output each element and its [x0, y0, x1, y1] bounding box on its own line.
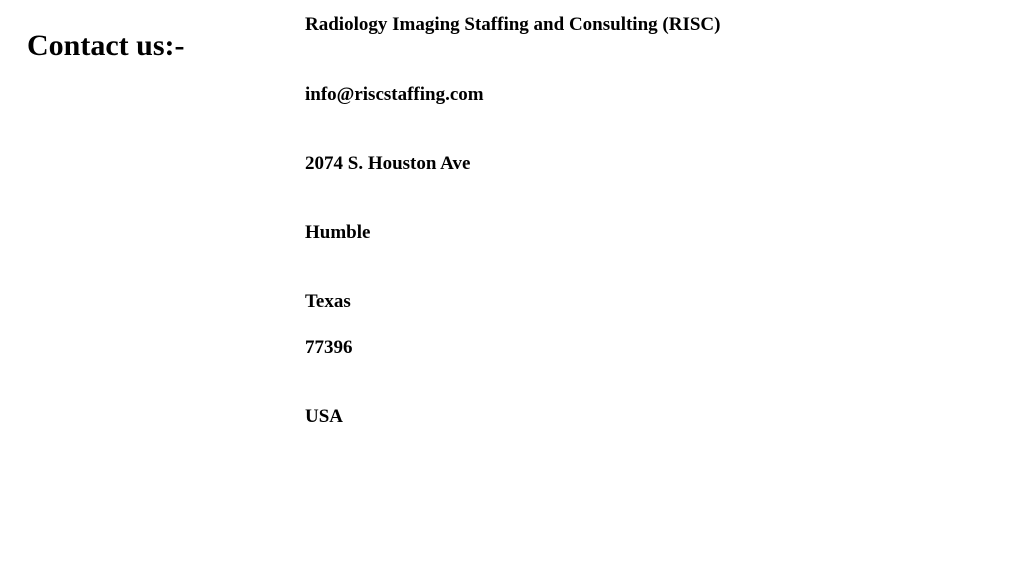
street-address: 2074 S. Houston Ave — [305, 153, 471, 174]
state: Texas — [305, 291, 351, 312]
email-address: info@riscstaffing.com — [305, 84, 484, 105]
city: Humble — [305, 222, 371, 243]
country: USA — [305, 406, 344, 427]
company-name: Radiology Imaging Staffing and Consulting (RISC) — [305, 14, 721, 35]
page-title: Contact us:- — [27, 29, 185, 62]
zip-code: 77396 — [305, 337, 353, 358]
